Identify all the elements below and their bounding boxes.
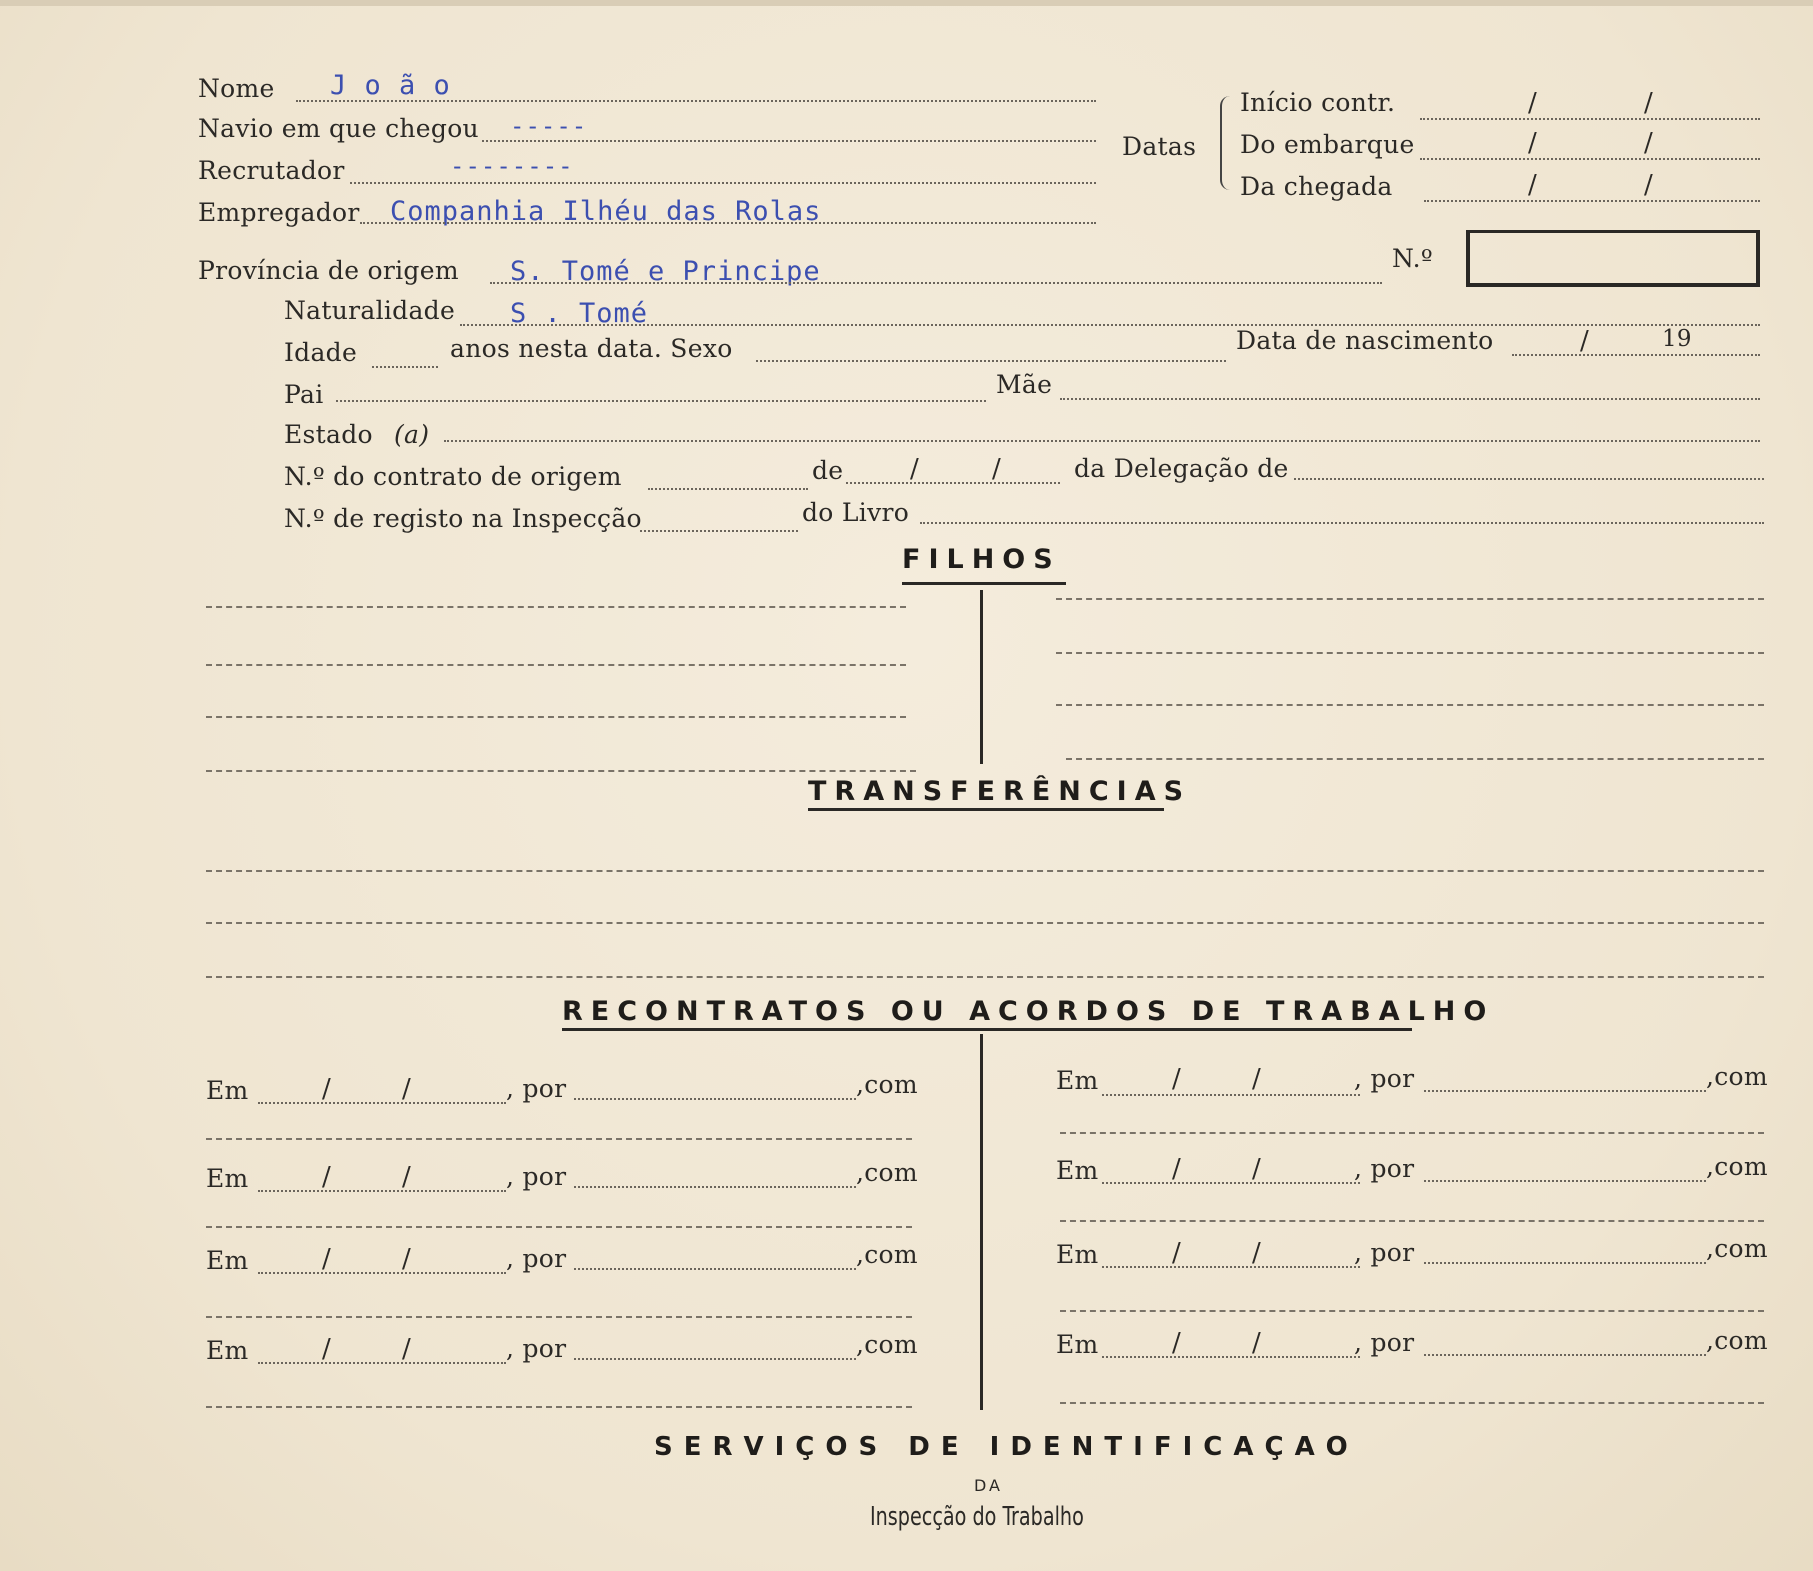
com-label: ,com <box>1706 1326 1768 1355</box>
navio-value: ----- <box>510 112 588 140</box>
em-date-line[interactable] <box>258 1190 506 1192</box>
transferencias-underline <box>808 808 1164 811</box>
date-slash: / <box>402 1244 411 1274</box>
date-slash: / <box>402 1162 411 1192</box>
estado-note: (a) <box>394 420 430 449</box>
em-label: Em <box>206 1076 249 1105</box>
contrato-label: N.º do contrato de origem <box>284 462 622 491</box>
com-label: ,com <box>856 1158 918 1187</box>
por-line[interactable] <box>1424 1262 1706 1264</box>
delegacao-line[interactable] <box>1294 478 1764 480</box>
com-label: ,com <box>1706 1152 1768 1181</box>
por-label: , por <box>506 1162 567 1191</box>
contrato-line[interactable] <box>648 488 808 490</box>
transferencias-line-1[interactable] <box>206 870 1764 872</box>
estado-line[interactable] <box>444 440 1760 442</box>
delegacao-label: da Delegação de <box>1074 454 1289 483</box>
com-label: ,com <box>856 1240 918 1269</box>
com-line[interactable] <box>1060 1220 1764 1222</box>
em-date-line[interactable] <box>1102 1182 1360 1184</box>
date-slash: / <box>1172 1064 1181 1094</box>
contrato-de-label: de <box>812 456 844 485</box>
nascimento-line[interactable] <box>1512 354 1760 356</box>
filhos-left-line-3[interactable] <box>206 716 906 718</box>
registo-line[interactable] <box>640 530 798 532</box>
chegada-slash-1: / <box>1528 170 1537 200</box>
por-label: , por <box>506 1074 567 1103</box>
date-slash: / <box>1172 1328 1181 1358</box>
por-line[interactable] <box>574 1358 856 1360</box>
recontratos-underline <box>562 1028 1412 1031</box>
embarque-label: Do embarque <box>1240 130 1415 159</box>
recontratos-divider <box>980 1034 983 1410</box>
em-label: Em <box>1056 1240 1099 1269</box>
empregador-label: Empregador <box>198 198 360 227</box>
por-line[interactable] <box>574 1186 856 1188</box>
navio-label: Navio em que chegou <box>198 114 479 143</box>
por-label: , por <box>1354 1328 1415 1357</box>
date-slash: / <box>1252 1064 1261 1094</box>
por-label: , por <box>1354 1064 1415 1093</box>
filhos-divider <box>980 590 983 764</box>
embarque-slash-1: / <box>1528 128 1537 158</box>
chegada-slash-2: / <box>1644 170 1653 200</box>
naturalidade-line[interactable] <box>460 324 1760 326</box>
footer-subtitle: Inspecção do Trabalho <box>870 1502 1084 1532</box>
datas-label: Datas <box>1122 132 1197 161</box>
por-label: , por <box>506 1334 567 1363</box>
em-date-line[interactable] <box>258 1272 506 1274</box>
footer-title: SERVIÇOS DE IDENTIFICAÇAO <box>654 1432 1359 1462</box>
date-slash: / <box>322 1162 331 1192</box>
transferencias-line-2[interactable] <box>206 922 1764 924</box>
contrato-slash-1: / <box>910 454 919 484</box>
mae-label: Mãe <box>996 370 1053 399</box>
livro-label: do Livro <box>802 498 910 527</box>
datas-brace <box>1220 96 1236 190</box>
por-label: , por <box>506 1244 567 1273</box>
idade-label: Idade <box>284 338 358 367</box>
filhos-right-line-3[interactable] <box>1056 704 1764 706</box>
em-date-line[interactable] <box>1102 1094 1360 1096</box>
inicio-slash-1: / <box>1528 88 1537 118</box>
nome-value: J o ã o <box>330 70 451 101</box>
por-label: , por <box>1354 1154 1415 1183</box>
com-line[interactable] <box>1060 1402 1764 1404</box>
com-label: ,com <box>1706 1234 1768 1263</box>
pai-label: Pai <box>284 380 324 409</box>
em-label: Em <box>1056 1066 1099 1095</box>
inicio-contr-line[interactable] <box>1420 118 1760 120</box>
livro-line[interactable] <box>920 522 1764 524</box>
date-slash: / <box>322 1244 331 1274</box>
recrutador-value: -------- <box>450 152 574 180</box>
transferencias-line-3[interactable] <box>206 976 1764 978</box>
naturalidade-label: Naturalidade <box>284 296 456 325</box>
filhos-left-line-4[interactable] <box>206 770 916 772</box>
date-slash: / <box>322 1334 331 1364</box>
date-slash: / <box>1252 1238 1261 1268</box>
navio-line[interactable] <box>482 140 1096 142</box>
em-label: Em <box>1056 1156 1099 1185</box>
date-slash: / <box>1172 1154 1181 1184</box>
recrutador-line[interactable] <box>350 182 1096 184</box>
por-line[interactable] <box>1424 1180 1706 1182</box>
mae-line[interactable] <box>1060 398 1760 400</box>
sexo-line[interactable] <box>756 360 1226 362</box>
nascimento-label: Data de nascimento <box>1236 326 1494 355</box>
filhos-left-line-2[interactable] <box>206 664 906 666</box>
embarque-line[interactable] <box>1420 158 1760 160</box>
com-line[interactable] <box>206 1226 912 1228</box>
por-line[interactable] <box>1424 1354 1706 1356</box>
com-label: ,com <box>1706 1062 1768 1091</box>
com-label: ,com <box>856 1330 918 1359</box>
pai-line[interactable] <box>336 400 986 402</box>
com-line[interactable] <box>1060 1132 1764 1134</box>
com-line[interactable] <box>1060 1310 1764 1312</box>
estado-label: Estado <box>284 420 373 449</box>
em-date-line[interactable] <box>1102 1356 1360 1358</box>
filhos-underline <box>902 582 1066 585</box>
embarque-slash-2: / <box>1644 128 1653 158</box>
com-line[interactable] <box>206 1406 912 1408</box>
date-slash: / <box>1252 1328 1261 1358</box>
date-slash: / <box>402 1334 411 1364</box>
filhos-right-line-4[interactable] <box>1066 758 1764 760</box>
date-slash: / <box>1252 1154 1261 1184</box>
recontratos-heading: RECONTRATOS OU ACORDOS DE TRABALHO <box>562 996 1495 1027</box>
com-label: ,com <box>856 1070 918 1099</box>
em-label: Em <box>206 1336 249 1365</box>
em-label: Em <box>206 1164 249 1193</box>
footer-da: DA <box>974 1476 1003 1495</box>
por-line[interactable] <box>574 1268 856 1270</box>
year-prefix: 19 <box>1662 326 1692 352</box>
empregador-value: Companhia Ilhéu das Rolas <box>390 196 822 227</box>
nome-line[interactable] <box>296 100 1096 102</box>
date-slash: / <box>1172 1238 1181 1268</box>
filhos-right-line-2[interactable] <box>1056 652 1764 654</box>
chegada-label: Da chegada <box>1240 172 1393 201</box>
em-date-line[interactable] <box>1102 1266 1360 1268</box>
contrato-date-line[interactable] <box>846 482 1060 484</box>
date-slash: / <box>402 1074 411 1104</box>
em-date-line[interactable] <box>258 1362 506 1364</box>
inicio-contr-label: Início contr. <box>1240 88 1396 117</box>
em-date-line[interactable] <box>258 1102 506 1104</box>
em-label: Em <box>1056 1330 1099 1359</box>
naturalidade-value: S . Tomé <box>510 298 649 329</box>
numero-label: N.º <box>1392 244 1433 273</box>
nascimento-slash: / <box>1580 326 1589 356</box>
card-top-edge <box>0 0 1813 6</box>
contrato-slash-2: / <box>992 454 1001 484</box>
com-line[interactable] <box>206 1138 912 1140</box>
por-label: , por <box>1354 1238 1415 1267</box>
por-line[interactable] <box>1424 1090 1706 1092</box>
transferencias-heading: TRANSFERÊNCIAS <box>808 776 1192 807</box>
inicio-slash-2: / <box>1644 88 1653 118</box>
filhos-heading: FILHOS <box>902 544 1061 575</box>
filhos-right-line-1[interactable] <box>1056 598 1764 600</box>
empregador-line[interactable] <box>360 222 1096 224</box>
numero-box[interactable] <box>1466 230 1760 287</box>
em-label: Em <box>206 1246 249 1275</box>
provincia-line[interactable] <box>490 282 1382 284</box>
nome-label: Nome <box>198 74 275 103</box>
filhos-left-line-1[interactable] <box>206 606 906 608</box>
anos-sexo-label: anos nesta data. Sexo <box>450 334 733 363</box>
com-line[interactable] <box>206 1316 912 1318</box>
date-slash: / <box>322 1074 331 1104</box>
provincia-label: Província de origem <box>198 256 459 285</box>
chegada-line[interactable] <box>1424 200 1760 202</box>
recrutador-label: Recrutador <box>198 156 345 185</box>
provincia-value: S. Tomé e Principe <box>510 256 821 287</box>
registo-label: N.º de registo na Inspecção <box>284 504 642 533</box>
idade-line[interactable] <box>372 366 438 368</box>
por-line[interactable] <box>574 1098 856 1100</box>
